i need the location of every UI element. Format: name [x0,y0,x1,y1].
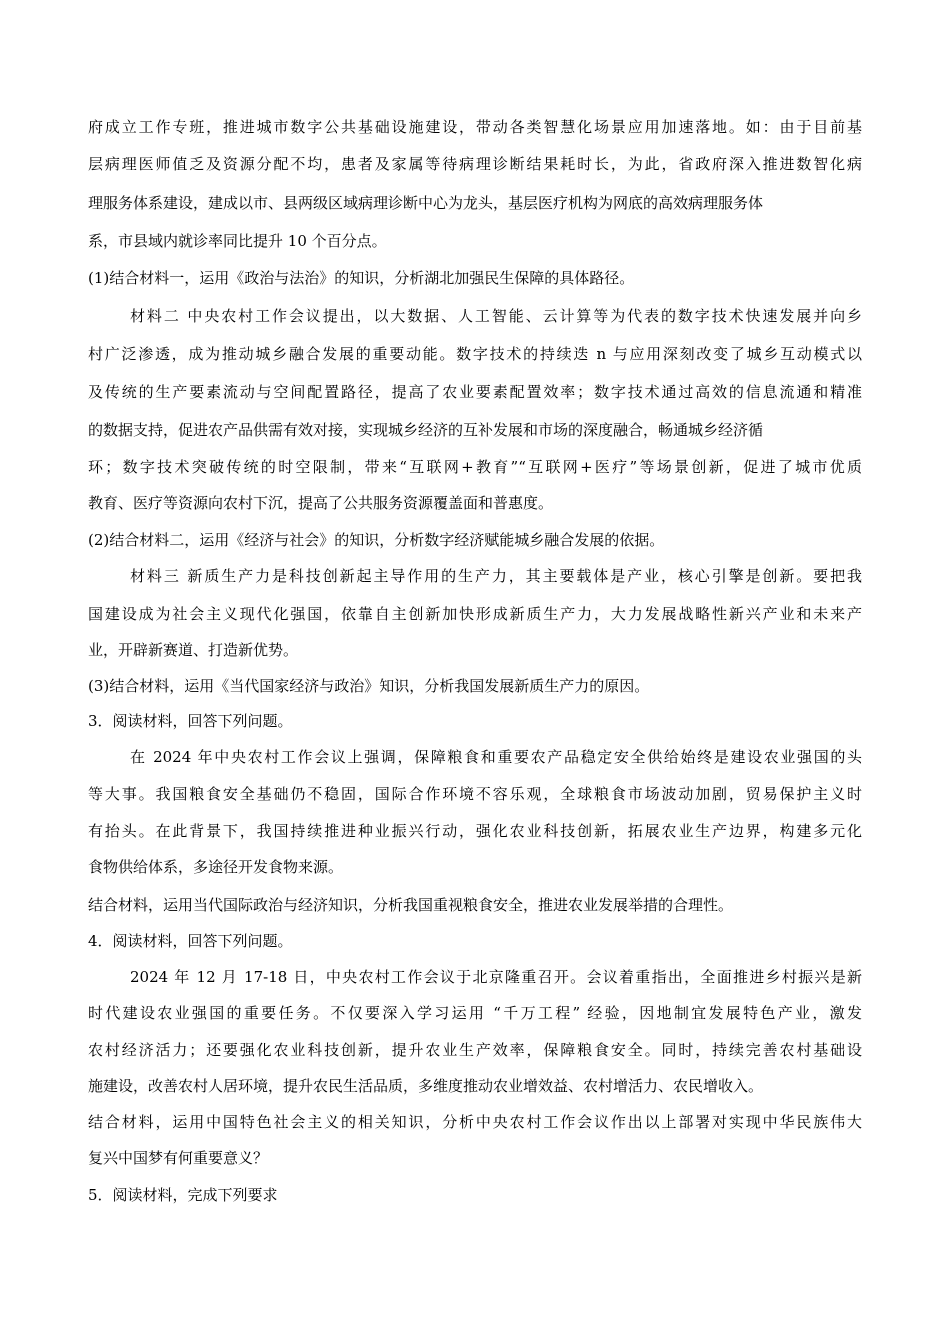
text-line: 层病理医师值乏及资源分配不均，患者及家属等待病理诊断结果耗时长，为此，省政府深入推进数智化病 [88,155,862,173]
text-line: 材料三 新质生产力是科技创新起主导作用的生产力，其主要载体是产业，核心引擎是创新。要把我 [130,567,862,585]
text-line: 国建设成为社会主义现代化强国，依靠自主创新加快形成新质生产力，大力发展战略性新兴产业和未来产 [88,605,862,623]
text-line: 府成立工作专班，推进城市数字公共基础设施建设，带动各类智慧化场景应用加速落地。如：由于目前基 [88,118,862,136]
text-line: 食物供给体系，多途径开发食物来源。 [88,858,344,876]
text-line: 等大事。我国粮食安全基础仍不稳固，国际合作环境不容乐观，全球粮食市场波动加剧，贸易保护主义时 [88,785,862,803]
text-line: 及传统的生产要素流动与空间配置路径，提高了农业要素配置效率；数字技术通过高效的信息流通和精准 [88,383,862,401]
text-line: (1)结合材料一，运用《政治与法治》的知识，分析湖北加强民生保障的具体路径。 [88,269,635,287]
text-line: 4．阅读材料，回答下列问题。 [88,932,293,950]
text-line: 结合材料，运用当代国际政治与经济知识，分析我国重视粮食安全，推进农业发展举措的合理性。 [88,896,734,914]
text-line: 施建设，改善农村人居环境，提升农民生活品质，多维度推动农业增效益、农村增活力、农民增收入。 [88,1077,764,1095]
text-line: 3．阅读材料，回答下列问题。 [88,712,293,730]
text-line: 材料二 中央农村工作会议提出，以大数据、人工智能、云计算等为代表的数字技术快速发展并向乡 [130,307,862,325]
text-line: 系，市县域内就诊率同比提升 10 个百分点。 [88,232,387,250]
text-line: 有抬头。在此背景下，我国持续推进种业振兴行动，强化农业科技创新，拓展农业生产边界，构建多元化 [88,822,862,840]
text-line: 教育、医疗等资源向农村下沉，提高了公共服务资源覆盖面和普惠度。 [88,494,554,512]
text-line: 理服务体系建设，建成以市、县两级区域病理诊断中心为龙头，基层医疗机构为网底的高效病理服务体 [88,194,764,212]
text-line: 的数据支持，促进农产品供需有效对接，实现城乡经济的互补发展和市场的深度融合，畅通城乡经济循 [88,421,764,439]
text-line: 农村经济活力；还要强化农业科技创新，提升农业生产效率，保障粮食安全。同时，持续完善农村基础设 [88,1041,862,1059]
text-line: 复兴中国梦有何重要意义？ [88,1149,269,1167]
text-line: 2024 年 12 月 17-18 日，中央农村工作会议于北京隆重召开。会议着重指出，全面推进乡村振兴是新 [130,968,862,986]
text-line: 村广泛渗透，成为推动城乡融合发展的重要动能。数字技术的持续迭 n 与应用深刻改变了城乡互动模式以 [88,345,862,363]
text-line: (2)结合材料二，运用《经济与社会》的知识，分析数字经济赋能城乡融合发展的依据。 [88,531,665,549]
text-line: 结合材料，运用中国特色社会主义的相关知识，分析中央农村工作会议作出以上部署对实现中华民族伟大 [88,1113,862,1131]
text-line: 业，开辟新赛道、打造新优势。 [88,641,299,659]
text-line: 环；数字技术突破传统的时空限制，带来“互联网+教育”“互联网+医疗”等场景创新，促进了城市优质 [88,458,862,476]
text-line: 时代建设农业强国的重要任务。不仅要深入学习运用 “千万工程” 经验，因地制宜发展特色产业，激发 [88,1004,862,1022]
text-line: 在 2024 年中央农村工作会议上强调，保障粮食和重要农产品稳定安全供给始终是建设农业强国的头 [130,748,862,766]
text-line: 5．阅读材料，完成下列要求 [88,1186,278,1204]
text-line: (3)结合材料，运用《当代国家经济与政治》知识，分析我国发展新质生产力的原因。 [88,677,650,695]
